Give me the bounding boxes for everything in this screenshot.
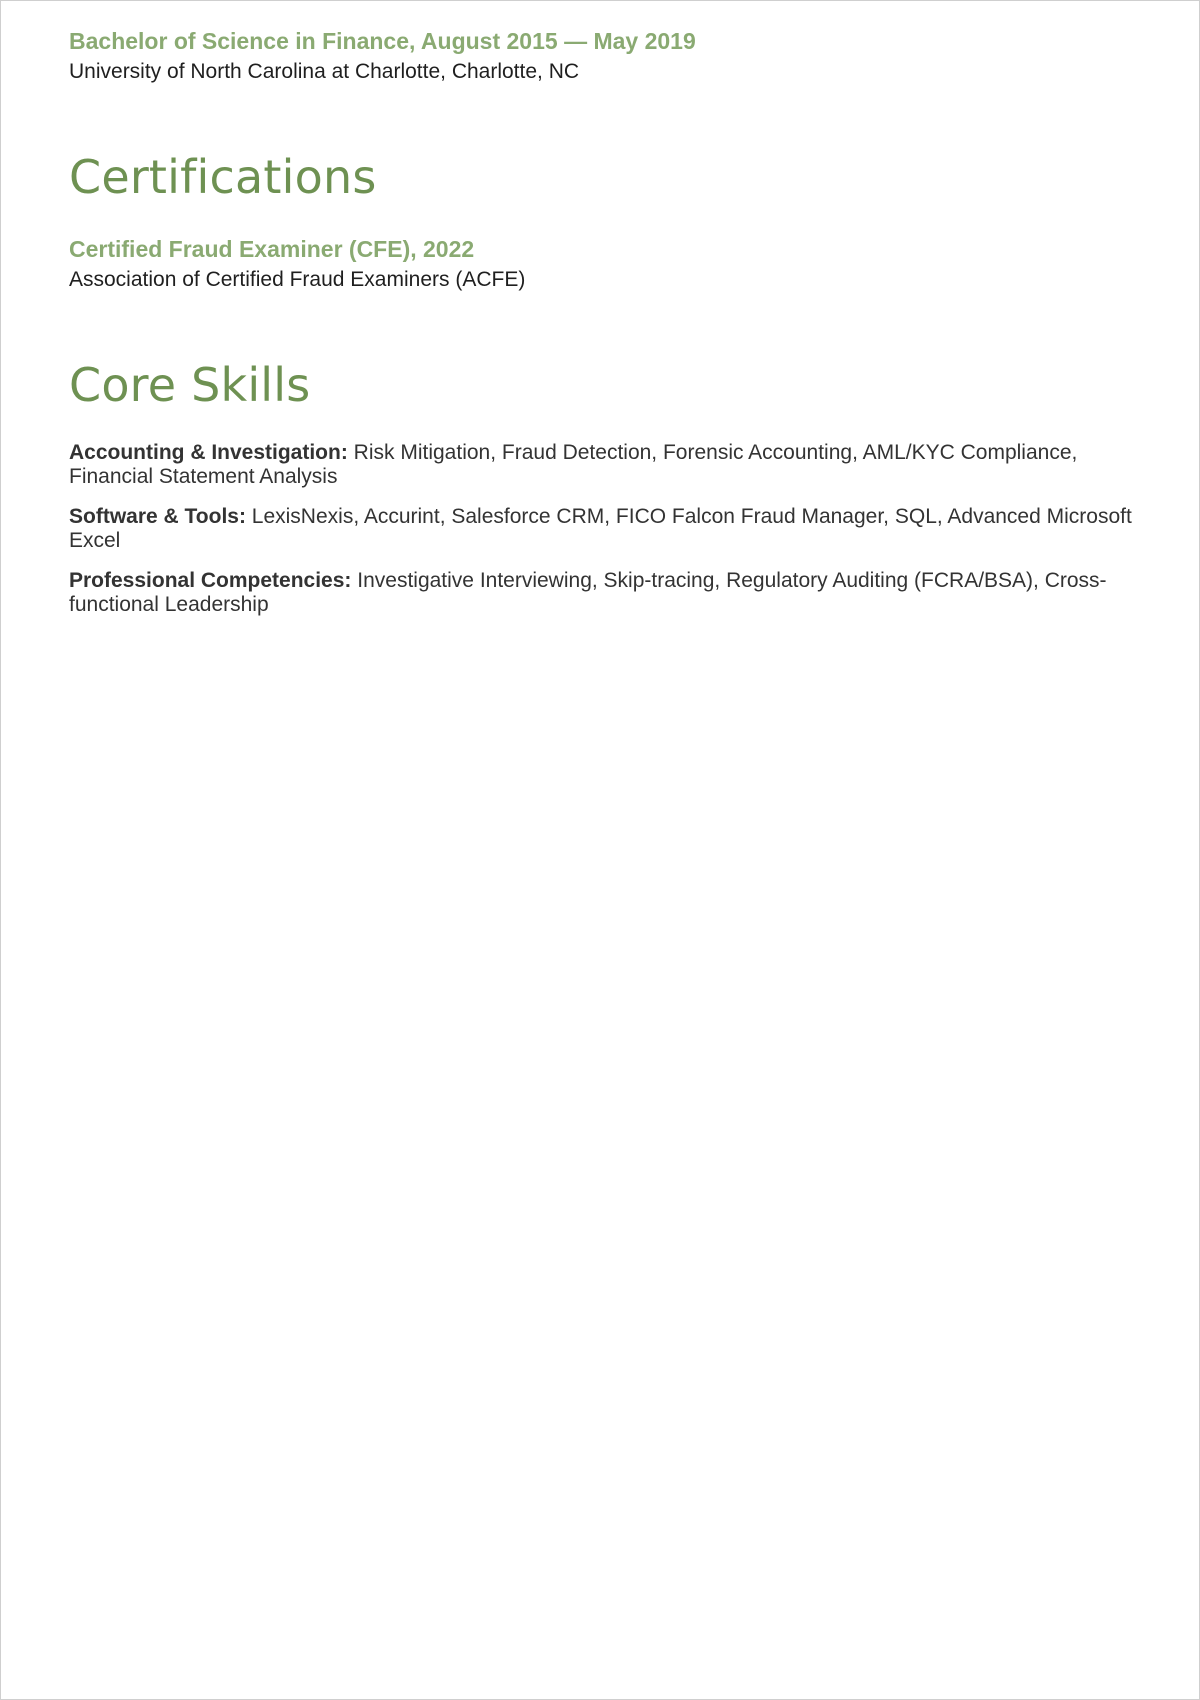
skill-group-text: LexisNexis, Accurint, Salesforce CRM, FICO Falcon Fraud Manager, SQL, Advanced Microsoft Excel: [69, 505, 1132, 552]
skill-group-software: [69, 505, 1133, 553]
skill-group-label: Accounting & Investigation:: [69, 441, 348, 464]
school-name: University of North Carolina at Charlotte, Charlotte, NC: [69, 60, 580, 83]
skills-list: [69, 441, 1133, 617]
education-entry: [69, 25, 1133, 87]
degree-title: Bachelor of Science in Finance, August 2015 — May 2019: [69, 28, 696, 54]
certification-issuer: Association of Certified Fraud Examiners (ACFE): [69, 268, 526, 291]
certification-title: Certified Fraud Examiner (CFE), 2022: [69, 236, 475, 262]
resume-content: [69, 25, 1133, 633]
skill-group-accounting: [69, 441, 1133, 489]
skill-group-label: Professional Competencies:: [69, 569, 352, 592]
skill-group-text: Investigative Interviewing, Skip-tracing, Regulatory Auditing (FCRA/BSA), Cross-functional Leadership: [69, 569, 1107, 616]
certification-entry: [69, 233, 1133, 295]
skill-group-competencies: [69, 569, 1133, 617]
skill-group-text: Risk Mitigation, Fraud Detection, Forensic Accounting, AML/KYC Compliance, Financial Statement Analysis: [69, 441, 1078, 488]
core-skills-heading: Core Skills: [69, 358, 311, 412]
skill-group-label: Software & Tools:: [69, 505, 246, 528]
certifications-heading: Certifications: [69, 150, 377, 204]
